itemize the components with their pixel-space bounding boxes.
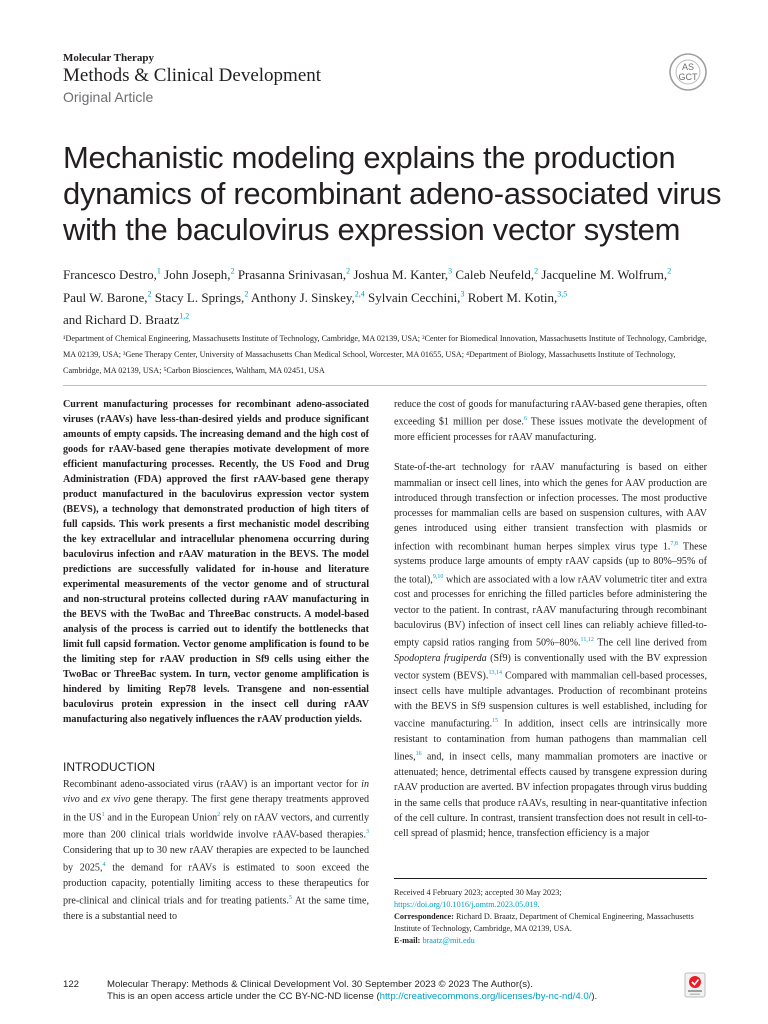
affiliation-marker[interactable]: 3,5 <box>557 289 568 299</box>
reference-link[interactable]: 1 <box>101 811 105 818</box>
author-name: and Richard D. Braatz$^{1,2}$ <box>63 311 190 327</box>
svg-text:GCT: GCT <box>678 72 698 82</box>
reference-link[interactable]: 4 <box>102 862 106 869</box>
affiliation-marker[interactable]: 3 <box>460 289 465 299</box>
abstract: Current manufacturing processes for recombinant adeno-associated viruses (rAAVs) have less-than-desired yields and produce significant amounts of empty capsids. The increasing demand and the high cost of goods for rAAV-based gene therapies motivate development of more efficient manufacturing processes. Recently, the US Food and Drug Administration (FDA) approved the first rAAV-based gene therapy product manufactured in the baculovirus expression vector system (BEVS), a technology that demonstrated production of high titers of full capsids. This work presents a first mechanistic model describing the key extracellular and intracellular phenomena occurring during baculovirus infection and rAAV maturation in the BEVS. The model predictions are successfully validated for in-house and literature experimental measurements of the vector genome and of structural and non-structural proteins collected during rAAV manufacturing in the BEVS with the TwoBac and ThreeBac constructs. A model-based analysis of the process is carried out to identify the bottlenecks that limit full capsid formation. Vector genome amplification is found to be the limiting step for rAAV production in Sf9 cells using either the TwoBac or ThreeBac system. In turn, vector genome amplification is hindered by limiting Rep78 levels. Transgene and non-essential baculovirus protein expression in the insect cell during rAAV manufacturing also negatively influences the rAAV production yields. <box>63 399 369 725</box>
journal-series: Molecular Therapy <box>63 52 154 64</box>
affiliation-marker[interactable]: 3 <box>448 267 453 276</box>
check-for-updates-icon[interactable] <box>684 972 706 998</box>
author-name: Jacqueline M. Wolfrum,$^2$ <box>541 267 672 283</box>
affiliation-marker[interactable]: 2 <box>244 289 249 299</box>
author-name: Sylvain Cecchini,$^3$ <box>368 289 465 305</box>
author-name: Robert M. Kotin,$^{3,5}$ <box>467 289 568 305</box>
affiliation-marker[interactable]: 2 <box>230 267 235 276</box>
reference-link[interactable]: 5 <box>288 895 292 902</box>
author-name: Caleb Neufeld,$^2$ <box>455 267 539 283</box>
reference-link[interactable]: 7,8 <box>670 540 678 547</box>
introduction-heading: INTRODUCTION <box>63 760 155 774</box>
affiliation-marker[interactable]: 2,4 <box>354 289 365 299</box>
header-divider <box>63 385 707 386</box>
doi-link[interactable]: https://doi.org/10.1016/j.omtm.2023.05.019. <box>394 900 540 909</box>
left-column <box>63 397 369 924</box>
affiliation-marker[interactable]: 2 <box>346 267 351 276</box>
right-column <box>394 397 707 842</box>
article-info <box>394 878 707 947</box>
received-dates: Received 4 February 2023; accepted 30 May 2023; <box>394 888 562 897</box>
author-name: Prasanna Srinivasan,$^2$ <box>237 267 351 283</box>
author-name: Paul W. Barone,$^2$ <box>63 289 152 305</box>
reference-link[interactable]: 13,14 <box>488 670 502 677</box>
reference-link[interactable]: 6 <box>523 416 527 423</box>
reference-link[interactable]: 16 <box>415 751 422 758</box>
license-link[interactable]: http://creativecommons.org/licenses/by-nc-nd/4.0/ <box>379 991 592 1002</box>
article-type: Original Article <box>63 89 154 105</box>
article-title: Mechanistic modeling explains the production dynamics of recombinant adeno-associated virus with the baculovirus expression vector system <box>63 140 722 247</box>
affiliations: ¹Department of Chemical Engineering, Massachusetts Institute of Technology, Cambridge, MA 02139, USA; ²Center for Biomedical Innovation, Massachusetts Institute of Technology, Cambridge, MA 02139, USA; ³Gene Therapy Center, University of Massachusetts Chan Medical School, Worcester, MA 01655, USA; ⁴Department of Biology, Massachusetts Institute of Technology, Cambridge, MA 02139, USA; ⁵Carbon Biosciences, Waltham, MA 02451, USA <box>63 334 707 375</box>
email-line: E-mail: braatz@mit.edu <box>394 936 475 945</box>
affiliation-marker[interactable]: 1 <box>156 267 161 276</box>
author-name: John Joseph,$^2$ <box>164 267 235 283</box>
reference-link[interactable]: 3 <box>366 829 369 836</box>
reference-link[interactable]: 2 <box>217 811 221 818</box>
footer-license: This is an open access article under the CC BY-NC-ND license (http://creativecommons.org/licenses/by-nc-nd/4.0/). <box>107 991 598 1002</box>
journal-header <box>63 52 321 106</box>
svg-text:AS: AS <box>681 62 695 72</box>
body-paragraph-1: reduce the cost of goods for manufacturing rAAV-based gene therapies, often exceeding $1 million per dose.$^6$ These issues motivate the development of more efficient processes for rAAV manufacturing. <box>394 399 707 443</box>
page-number: 122 <box>63 979 80 990</box>
reference-link[interactable]: 15 <box>492 718 499 725</box>
affiliation-marker[interactable]: 2 <box>147 289 152 299</box>
author-name: Anthony J. Sinskey,$^{2,4}$ <box>250 289 365 305</box>
reference-link[interactable]: 11,12 <box>580 637 594 644</box>
intro-paragraph: Recombinant adeno-associated virus (rAAV) is an important vector for in vivo and ex vivo gene therapy. The first gene therapy treatments approved in the US$^1$ and in the European Union$^2$ rely on rAAV vectors, and currently more than 200 clinical trials worldwide involve rAAV-based therapies.$^3$ Considering that up to 30 new rAAV therapies are expected to be launched by 2025,$^4$ the demand for rAAVs is estimated to soon exceed the production capacity, potentially limiting access to these therapeutics for pre-clinical and clinical trials and for treating patients.$^5$ At the same time, there is a substantial need to <box>63 779 370 922</box>
correspondence: Correspondence: Richard D. Braatz, Department of Chemical Engineering, Massachusetts Institute of Technology, Cambridge, MA 02139, USA. <box>394 912 694 933</box>
reference-link[interactable]: 9,10 <box>432 573 444 580</box>
author-list <box>63 262 723 329</box>
footer-citation: Molecular Therapy: Methods & Clinical Development Vol. 30 September 2023 © 2023 The Author(s). <box>107 979 533 990</box>
affiliation-marker[interactable]: 2 <box>667 267 672 276</box>
asgct-logo-icon <box>668 52 708 92</box>
author-name: Stacy L. Springs,$^2$ <box>154 289 249 305</box>
author-name: Joshua M. Kanter,$^3$ <box>353 267 453 283</box>
email-link[interactable]: braatz@mit.edu <box>422 936 475 945</box>
author-name: Francesco Destro,$^1$ <box>63 267 161 283</box>
affiliation-marker[interactable]: 1,2 <box>179 311 190 321</box>
affiliation-marker[interactable]: 2 <box>534 267 539 276</box>
journal-name: Methods & Clinical Development <box>63 65 322 86</box>
body-paragraph-2: State-of-the-art technology for rAAV manufacturing is based on either mammalian or insect cell lines, into which the genes for AAV production are introduced through transfection or infection processes. The most productive processes for mammalian cells are based on suspension cultures, with AAV genes introduced using either transient transfection with plasmids or infection with recombinant human herpes simplex virus type 1.$^{7,8}$ These systems produce large amounts of empty rAAV capsids (up to 80%–95% of the total),$^{9,10}$ which are associated with a low rAAV volumetric titer and extra cost and processes for enriching the filled particles before administering the vector to the patient. In contrast, rAAV manufacturing through recombinant baculovirus (BV) infection of insect cell lines can reliably achieve filled-to-empty capsid ratios ranging from 50%–80%.$^{11,12}$ The cell line derived from Spodoptera frugiperda (Sf9) is conventionally used with the BV expression vector system (BEVS).$^{13,14}$ Compared with mammalian cell-based processes, insect cells have multiple advantages. Production of recombinant proteins with the BEVS in Sf9 suspension cultures is well established, including for vaccine manufacturing.$^{15}$ In addition, insect cells are intrinsically more resistant to contamination from human pathogens than mammalian cell lines,$^{16}$ and, in insect cells, many mammalian promoters are inactive or attenuated; hence, detrimental effects caused by transgene expression during rAAV production are averted. BV infection propagates through virus budding in the same cells that produce rAAVs, resulting in near-quantitative infection of the cell culture. In contrast, transient transfection does not result in cell-to-cell spread of plasmid; hence, transfection efficiency is a major <box>394 462 708 840</box>
